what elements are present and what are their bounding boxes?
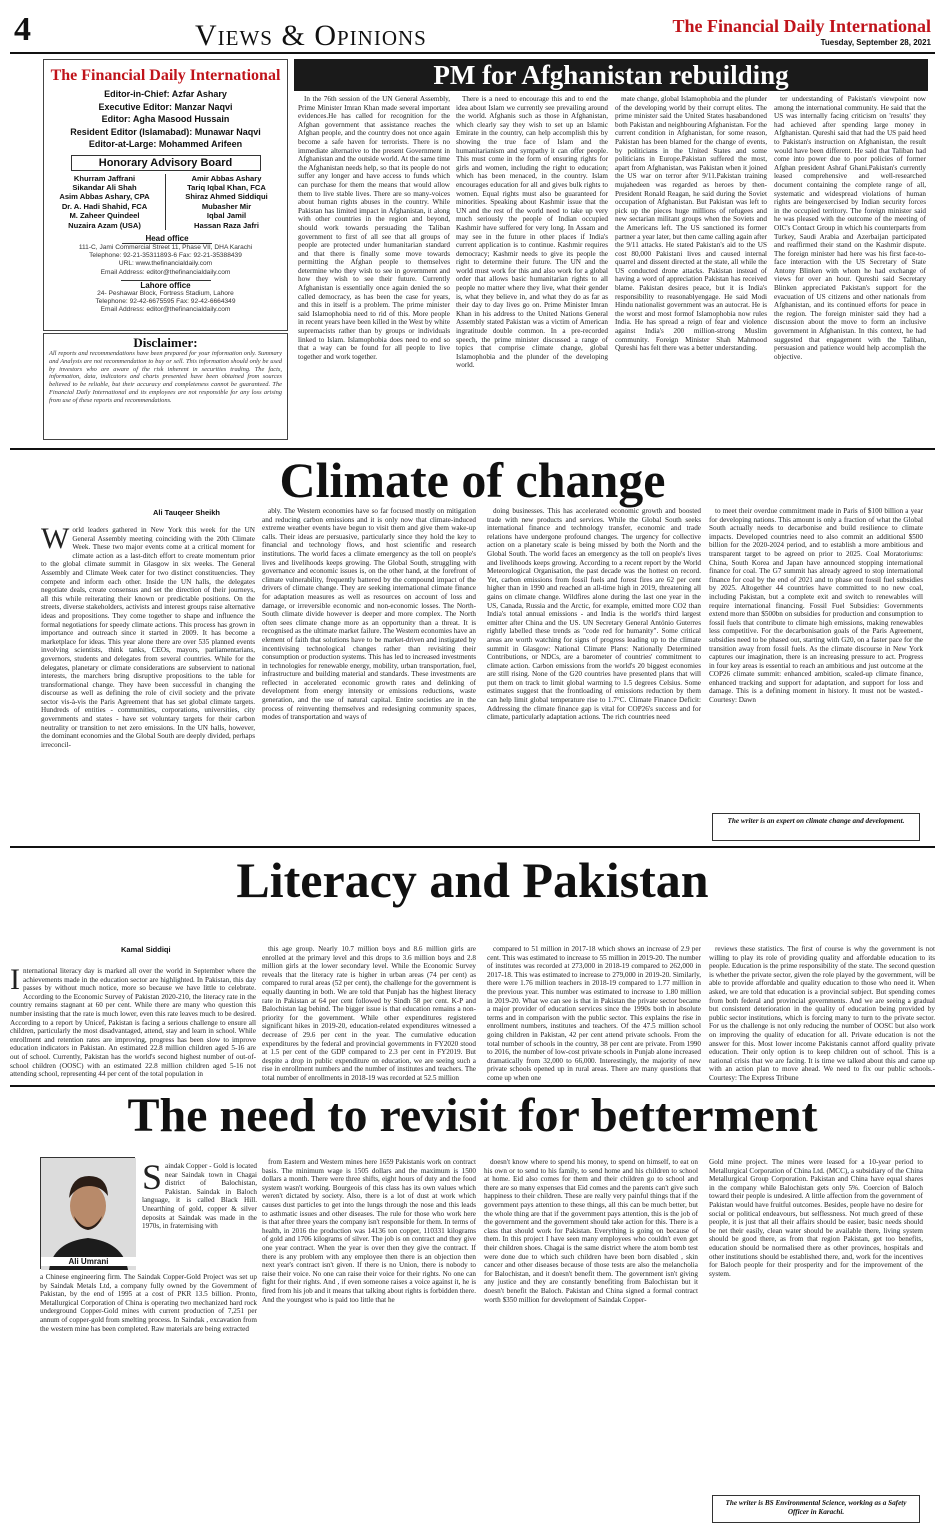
article-column: this age group. Nearly 10.7 million boys and 8.6 million girls are enrolled at the primary level and this drops to 3.6 million boys and 2.8 million girls at the lower secondary level. While the Economic Survey reveals that the literacy rate is higher in urban areas (74 per cent) as compared to rural areas (52 per cent), the challenge for the government is equally daunting in both. We are told that Punjab has the highest literacy rate in Pakistan at 64 per cent followed by Sindh 58 per cent. K-P and Balochistan lag behind. The bigger issue is that education remains a non-priority for the government. While other expenditures registered significant hikes in 2019-20, education-related expenditures witnessed a decrease of 29.6 per cent in the year. The cumulative education expenditures by the federal and provincial governments in FY2020 stood at 1.5 per cent of the GDP compared to 2.3 per cent in FY2019. But despite a drop in public expenditure on education, we are seeing such a rise in enrollment numbers and the number of institutes and teachers. The total number of enrollments in 2018-19 was recorded at 52.5 million <box>262 945 476 1082</box>
editors-list <box>44 88 287 151</box>
head-office-line: Telephone: 92-21-35311893-6 Fax: 92-21-35388439 <box>89 252 242 260</box>
editor-line: Editor-at-Large: Mohammed Arifeen <box>88 139 243 149</box>
author-photo <box>40 1157 135 1269</box>
disclaimer-text: All reports and recommendations have been prepared for your information only. Summary and Analysis are not recommendation to buy or sell. This information should only be used by investors who are aware of the risk inherent in securities trading. The facts, information, data, indicators and charts presented have been obtained from sources believed to be reliable, but their accuracy and completeness cannot be guaranteed. The Financial Daily International and its employees are not responsible for any loss arising from use of these reports and recommendations. <box>49 350 282 404</box>
article-column: from Eastern and Western mines here 1659 Pakistanis work on contract basis. The minimum wage is 1505 dollars and the maximum is 1500 dollars a month. There were three shifts, eight hours of duty and the food system wasn't working. Bourgeois of this class has its own values which weren't dictated by society. Also, there is a lot of dust at work which causes dust particles to get into the lungs through the nose and this leads to asthmatic issues and other diseases. The rule for those who work here is that after three years the company isn't responsible for them. In terms of health, in 2016 the production was 14136 ton copper, 110331 kilograms of gold and 1706 kilograms of silver. The job is on contract and they give one year contract. When the year is over then they give the contract. If there is any problem with any employee then there is an objection then next year's contract isn't given. If there is no Union, there is nobody to raise their voice. No one can raise their voice for their rights. No one can fight for their rights. And , if even someone raises a voice against it, he is fired from his job and it means that talking about rights is forbidden there. And the youngest who is paid too little that he <box>262 1158 476 1304</box>
advisor-name: Iqbal Jamil <box>206 211 247 221</box>
section-title: Views & Opinions <box>195 19 427 52</box>
advisor-name: Asim Abbas Ashary, CPA <box>59 192 150 202</box>
article-column: doesn't know where to spend his money, to spend on himself, to eat on his own or to send to his family, to send home and his children to school at home. Eid also comes for them and their children go to school and there are so many expenses that Eid comes and the parents can't give such happiness to their children. These are really very painful things that if the government pays attention to these things, all this can be much better, but the whole thing are that if the government pays attention, this is the job of the government and the government should take action for this. There is a class that should work for Pakistan. Everything is going on because of them. In this project I have seen many employees who couldn't even get their children shoes. Chagai is the same district where the atom bomb test were done due to which such children have been born disabled , skin cancer and other diseases because of those tests are also the melancholia for Balochistan, and it doesn't benefit them. The government isn't giving any justice and they are constantly benefiting from Balochistan but it doesn't benefit the Baloch. Pakistan and China signed a formal contract worth $350 million for development of Saindak Copper- <box>484 1158 698 1304</box>
editorial-title-bar <box>294 59 928 91</box>
disclaimer-title: Disclaimer: <box>133 335 198 350</box>
advisor-name: Nuzaira Azam (USA) <box>68 220 141 230</box>
disclaimer-box <box>43 333 288 440</box>
divider <box>10 448 935 450</box>
article-intro: Saindak Copper - Gold is located near Saindak town in Chagai district of Balochistan, Pakistan. Saindak in Baloch language, it is called Black Hill. Unearthing of gold, copper & silver deposits at Saindak was made in the 1970s, in fraternising with <box>142 1157 257 1231</box>
editorial-column: mate change, global Islamophobia and the plunder of the developing world by their corrupt elites. The prime minister said the United States hasabandoned both Pakistan and neighbouring Afghanistan. For the current condition in Afghanistan, for some reason, Pakistan has been blamed for the change of events, by politicians in the United States and some politicians in Europe.Pakistan suffered the most, apart from Afghanistan, was Pakistan when it joined the US war on terror after 9/11.Pakistan training mujahedeen was regarded as heroes by then-President Ronald Reagan, he said during the Soviet occupation of Afghanistan. But Pakistan was left to pick up the pieces huge millions of refugees and new sectarian militant groups when the Soviets and the Americans left. The US sanctioned its former partner a year later, but then came calling again after the 9/11 attacks. He stated Pakistan's aid to the US cost 80,000 Pakistani lives and caused internal quarrel and dissent directed at the state, all while the US conducted drone attacks. Pakistan instead of having a word of appreciation Pakistan has received blame. Pakistan desires peace, but it is India's responsibility to reasonablyengage. He said Modi Hindu nationalist government was an autocrat. He is the worst and most formof Islamophobia now rules India. He has spread a reign of fear and violence against India's 200 million-strong Muslim community. Foreign Minister Shah Mahmood Qureshi has felt there was a better understanding. <box>615 95 767 353</box>
article-column: compared to 51 million in 2017-18 which shows an increase of 2.9 per cent. This was estimated to increase to 55 million in 2019-20. The number of institutes was recorded at 273,000 in 2018-19 compared to 262,000 in 2017-18. This was estimated to increase to 279,000 in 2019-20. Similarly, there were 1.76 million teachers in 2018-19 compared to 1.77 million in the previous year. This number was estimated to increase to 1.80 million in 2019-20. What we can see is that in Pakistan the private sector became a major provider of education services since the 1990s both in absolute terms and in comparison with the public sector. This explains the rise in enrollment numbers, institutes and teachers. Of the 47.5 million school going children in Pakistan, 42 per cent attend private schools. From the total number of schools in the country, 38 per cent are private. From 1990 to 2016, the number of low-cost private schools in Punjab alone increased dramatically from 32,000 to 66,000. Interestingly, the majority of new private schools opened up in rural areas. There are many questions that come up when one <box>487 945 701 1082</box>
article-byline: Kamal Siddiqi <box>121 945 171 954</box>
article-column: International literacy day is marked all over the world in September where the achievements made in the education sector are highlighted. In Pakistan, this day passes by without much notice, more so because we have little to celebrate. According to the Economic Survey of Pakistan 2020-210, the literacy rate in the country remains stagnant at 60 per cent. While there are many who question this number insisting that the rate is much lower, even this rate leaves much to be desired. According to a report by Unicef, Pakistan is facing a serious challenge to ensure all children, particularly the most disadvantaged, attend, stay and learn in school. While enrollment and retention rates are improving, progress has been slow to improve education indicators in Pakistan. An estimated 22.8 million children aged 5-16 are out of school. Currently, Pakistan has the world's second highest number of out-of-school children (OOSC) with an estimated 22.8 million children aged 5-16 not attending school, representing 44 per cent of the total population in <box>10 963 256 1079</box>
advisory-board <box>44 174 287 230</box>
article-headline: Literacy and Pakistan <box>236 852 709 908</box>
advisory-left <box>44 174 166 230</box>
header-date: Tuesday, September 28, 2021 <box>820 38 931 47</box>
divider <box>10 846 935 848</box>
header-paper-name: The Financial Daily International <box>672 16 931 36</box>
advisor-name: Sikandar Ali Shah <box>72 182 137 192</box>
advisor-name: Khurram Jaffrani <box>73 173 136 183</box>
article-headline: The need to revisit for betterment <box>127 1089 818 1142</box>
advisor-name: Mubasher Mir <box>201 201 252 211</box>
lahore-office-line: Email Address: editor@thefinancialdaily.com <box>100 306 231 314</box>
editor-line: Resident Editor (Islamabad): Munawar Naqvi <box>70 126 261 137</box>
head-office-line: URL: www.thefinancialdaily.com <box>118 260 213 268</box>
dropcap: S <box>142 1157 163 1197</box>
divider <box>10 1085 935 1087</box>
lahore-office-title: Lahore office <box>121 280 211 290</box>
article-column: World leaders gathered in New York this week for the UN General Assembly meeting coinciding with the 20th Climate Week. These two major events come at a critical moment for climate action as a last-ditch effort to create momentum prior to the global climate summit in Glasgow in six weeks. The General Assembly and Climate Week cater for two distinct constituencies. They compete and inform each other. Inside the UN halls, the delegates negotiate deals, create consensus and set the direction of their journeys, all this while reiterating their known or predictable positions. On the streets, diverse stakeholders, activists and interest groups raise alternative ideas and propositions. They come together to shape and influence the formal negotiations for speedy climate actions. This process has grown in importance and outreach since it started in 2009. It has become a marketplace for ideas. This year alone there are over 535 planned events involving scientists, think tanks, CEOs, mayors, parliamentarians, governors, students and delegates from several countries. While for the delegates, planetary or climate considerations are subservient to national interests, the marchers bring disruptive propositions to the table for transformational change. They have been successful in changing the discourse as well as defining the role of civil society and the private sector vis-à-vis the Paris Agreement that has set global climate targets. Hundreds of entities - communities, corporations, universities, city governments and states - have set voluntary targets for their carbon neutrality or transition to net zero emissions. In the UN halls, however, the dominant economies and the Global South are deeply divided, perhaps irreconcil- <box>41 522 255 749</box>
advisory-title: Honorary Advisory Board <box>71 155 261 171</box>
head-office-line: Email Address: editor@thefinancialdaily.com <box>100 268 231 276</box>
editorial-column: There is a need to encourage this and to end the idea about Islam we currently see prevailing around the world. Afghanis such as those in Afghanistan, which clearly say they wish to set up an Islamic Emirate in the country, can help accomplish this by showing the true face of Islam and the humanitarianism and sympathy it can offer people. This must come in the form of ensuring rights for girls and women, including the right to education; which has been menaced, in the country. Islam encourages education for all and gives bulk rights to women. Equal rights must also be guaranteed for minorities. Speaking about Kashmir issue that the UN and the rest of the world need to take up very much seriously the people of Indian occupied Kashmir have suffered for very long. In Assam and may see in the future in other places if India's current application is to continue. Kashmir requires democracy; Kashmir needs to give its people the right to determine their future. The UN and the world must work for this and also work for a global order that allows basic humanitarian rights to all people no matter where they live, what their gender is, what they believe in, and what they do as far as their day to day lives go on. Prime Minister Imran Khan in his address to the United Nations General Assembly stated Pakistan was a victim of American ingratitude double common. In a pre-recorded speech, the prime minister discussed a range of topics that comprise climate change, global Islamophobia and the plunder of the developing world. <box>456 95 608 370</box>
head-office-line: 111-C, Jami Commercial Street 11, Phase VII, DHA Karachi <box>78 243 253 251</box>
advisor-name: Tariq Iqbal Khan, FCA <box>187 182 266 192</box>
article-column: ably. The Western economies have so far focused mostly on mitigation and reducing carbon emissions and it is only now that climate-induced extreme weather events have begun to visit them and give them wake-up calls. Their ideas are persuasive, particularly since they hold the key to financial and technology flows, and host scientific and research institutions. The world faces a climate emergency as the toll on people's lives and livelihoods keeps growing. The Global South, struggling with governance and economic issues is, on the other hand, at the forefront of climate vulnerability, frequently battered by the compound impact of the drivers of climate change. They are seeking international climate finance for adaptation measures as well as resources on account of loss and damage, or irreversible economic and non-economic losses. The North-South climate divide however is deeper and more complex. The North often sees climate change more as an opportunity than a threat. It is recognised as the ultimate market failure. The Western economies have an element of faith that solutions have to be market-driven and instigated by incentivising technological changes rather than revisiting their consumption or production systems. This has led to increased investments in technologies for renewable energy, mobility, urban transportation, fuel, infrastructure and building material and standards. These investments are reflected in accelerated economic growth rates and delinking of development from energy intensity or emissions reductions, waste generation, and the use of natural capital. Entire societies are in the process of reinventing themselves and redesigning community spaces, modes of transportation and ways of <box>262 507 476 722</box>
masthead-paper-name: The Financial Daily International <box>50 67 281 84</box>
author-note: The writer is an expert on climate change and development. <box>712 813 920 841</box>
author-photo-caption: Ali Umrani <box>41 1257 136 1266</box>
dropcap: W <box>41 522 70 555</box>
editorial-column: In the 76th session of the UN General Assembly, Prime Minister Imran Khan made several important evidences.He has called for recognition for the Afghan government that assistance reaches the Afghan people, and the country does not once again become a safe haven for terrorists. There is no immediate alternative to the present Government in Afghanistan and the outside world. At the same time the Afghanistan needs help, so that its people do not suffer any longer and have access to funds which can purchase for them the means that would allow them to live stable lives. There are so many-voices about human rights abuses in the country. While Pakistan has limited impact in Afghanistan, it along with other countries in the region and beyond, should work towards persuading the Taliban government to first of all see that all groups of people are protected under humanitarian standard and that there is finally some move towards permitting the Afghan people to themselves determine who they wish to see in government and how they wish to see their future. Currently Afghanistan is essentially once again denied the so called democracy, as has been the case for years, and this in itself is a problem. The prime minister said Islamophobia need to rid of this. More people in recent years have been killed in the West by white supremacists rather than by groups or individuals linked to Islam. Islamophobia does need to end so that a way can be found for all people to live together and work together. <box>298 95 450 361</box>
article-column: reviews these statistics. The first of course is why the government is not willing to play its role of providing quality and affordable education to its people. Education is the prime responsibility of the state. The second question is whether the private sector, given the role played by the government, will be able to provide affordable and quality education to those who need it. When asked, we are told that education is a provincial subject. But spending comes from both federal and provincial governments. And we are seeing a gradual but consistent deterioration in the quality of education being provided by public sector institutions, which is forcing many to turn to the private sector. For us the challenge is not only reducing the number of OOSC but also work on improving the quality of education for all. Private education is not the answer for this. Most lower income Pakistanis cannot afford quality private education. Their only option is to keep children out of school. This is a national crisis that we are facing. It is time we talked about this and came up with an action plan to move ahead. We need to fix our public schools.-Courtesy: The Express Tribune <box>709 945 935 1082</box>
advisor-name: Hassan Raza Jafri <box>193 220 259 230</box>
head-office-title: Head office <box>122 234 212 244</box>
article-headline: Climate of change <box>279 452 666 508</box>
editor-line: Executive Editor: Manzar Naqvi <box>98 101 233 112</box>
article-column: to meet their overdue commitment made in Paris of $100 billion a year for developing nations. This amount is only a fraction of what the Global South actually needs to decarbonise and build resilience to climate impacts. Developed countries need to also commit an additional $500 billion for the 2020-2024 period, and to establish a more ambitious and transparent target to be agreed on prior to 2025. Coal Moratoriums: China, South Korea and Japan have announced stopping international finance for coal. The G7 summit has already agreed to stop international finance for coal by the end of 2021 and to phase out fossil fuel subsidies by 2025. Altogether 44 countries have committed to no new coal, including Pakistan, but a complete exit and switch to renewables will require international financing. Fossil Fuel Subsidies: Governments extend more than $500bn on subsidies for production and consumption to fossil fuels that contribute to climate high emissions, making renewables less competitive. For the decarbonisation goals of the Paris Agreement, subsidies need to be phased out, starting with G20, on a faster pace for the transition away from fossil fuels. As the climate discourse in New York captures our imagination, there is an increasing pressure to act. Progress in four key areas is essential to reach an ambitious and just outcome at the COP26 climate summit: enhanced ambition, scaled-up climate finance, enhanced tracking and support for adaptation, and support for loss and damage. This is a defining moment in history. It must not be wasted.-Courtesy: Dawn <box>709 507 923 705</box>
dropcap: I <box>10 963 20 996</box>
advisor-name: Shiraz Ahmed Siddiqui <box>185 192 268 202</box>
author-note: The writer is BS Environmental Science, working as a Safety Officer in Karachi. <box>712 1495 920 1523</box>
article-column: a Chinese engineering firm. The Saindak Copper-Gold Project was set up by Saindak Metals Ltd, a company fully owned by the Government of Pakistan, by the end of 1995 at a cost of PKR 13.5 billion. Pronto, Metallurgical Corporation of China is operating two mechanized hard rock underground Copper-Gold mines with current production of 7,251 per annum of copper-gold from smelting process. In Saindak , excavation from the western mine has been completed. Raw materials are being extracted <box>40 1273 257 1333</box>
editorial-title: PM for Afghanistan rebuilding <box>433 60 789 90</box>
advisor-name: Dr. A. Hadi Shahid, FCA <box>61 201 148 211</box>
advisor-name: Amir Abbas Ashary <box>191 173 262 183</box>
masthead-box <box>43 59 288 331</box>
lahore-office-line: Telephone: 92-42-6675595 Fax: 92-42-6664349 <box>95 297 236 305</box>
article-column: Gold mine project. The mines were leased for a 10-year period to Metallurgical Corporation of China Ltd. (MCC), a subsidiary of the China Metallurgical Group Corporation. Pakistan and China have equal shares in the company while Balochistan gets only 5%. Coercion of Baloch toward their people is undesired. A little affection from the government of Pakistan would have fruitful outcomes. Besides, people have no desire for social or political endeavours, but selflessness. Not much greed of these people, it is just that all their affairs should be easier, basic needs should be net their easily, clean water should be available there, living system should be good there, as from that region Pakistan, get too benefits, education should be normalised there as other provinces, hospitals and other institutions should be established there, and, work for the incentives for Baloch people for their prosperity and for the improvement of the system. <box>709 1158 923 1278</box>
advisor-name: M. Zaheer Quindeel <box>69 211 140 221</box>
editor-line: Editor: Agha Masood Hussain <box>101 114 230 124</box>
header-rule <box>10 52 935 54</box>
page-number: 4 <box>14 11 31 48</box>
lahore-office-line: 24- Peshawar Block, Fortress Stadium, Lahore <box>97 289 234 297</box>
article-column: doing businesses. This has accelerated economic growth and boosted trade with new products and services. While the Global South seeks international finance and technology transfer, economic and trade relations have undergone profound changes. The urgency for collective action on a planetary scale is being missed by both the North and the Global South. The world faces an emergency as the toll on people's lives and livelihoods keeps growing. According to a recent report by the World Meteorological Organisation, the past decade was the hottest on record. Yet, carbon emissions from fossil fuels and forest fires are 62 per cent higher than in 1990 and reached an all-time high in 2019, threatening all gains on climate change. Wildfires alone during the last one year in the US, Canada, Russia and the Arctic, for example, emitted more CO2 than India's total annual emissions - and India is the world's third largest emitter after China and the US. UN Secretary General António Guterres rightly labelled these trends as "code red for humanity". Some critical areas are worth watching for signs of progress leading up to the climate summit in Glasgow: National Climate Plans: Nationally Determined Contributions, or NDCs, are a barometer of countries' commitment to climate action. Carbon emissions from the world's 20 biggest economies are still rising. None of the G20 countries have presented plans that will put them on track to limit global warming to 1.5 degrees Celsius. Some estimates suggest that the frontloading of emissions reduction by them can help limit global temperature rise to 1.7°C. Climate Finance Deficit: Addressing the climate finance gap is vital for COP26's success and for climate, particularly adaptation actions. The rich countries need <box>487 507 701 722</box>
editorial-column: ter understanding of Pakistan's viewpoint now among the international community. He said that the US was internally facing criticism on 'results' they had achieved after spending large money in Afghanistan. Qureshi said that had the US paid heed to Pakistan's instruction on Afghanistan, the result would have been different. He said that Taliban had come into power due to poor policies of former Afghan president Ashraf Ghani.Pakistan's currently leased comprehensive and well-researched document containing the complete range of all, systematic and widespread violations of human rights are beingexercised by Indian security forces in the occupied territory. The foreign minister said he was pleased with the outcome of the meeting of OIC's Contact Group in which his counterparts from Turkey, Saudi Arabia and Azerbaijan participated and reaffirmed their stand on the Kashmir dispute. The foreign minister had here was his first face-to-face interaction with the US Secretary of State Antony Blinken with whom he had exchange of views for over an hour. Qureshi said Secretary Blinken appreciated Pakistan's support for the evacuation of US citizens and other nationals from Afghanistan, and its continued efforts for peace in the region. The foreign minister said they had a discussion about the move to form an inclusive government in Afghanistan. In this context, he had suggested that engagement with the Taliban, persuasion and patience would help accomplish the objective. <box>774 95 926 361</box>
article-byline: Ali Tauqeer Sheikh <box>153 508 220 517</box>
advisory-right <box>166 174 287 230</box>
portrait-icon <box>41 1158 136 1270</box>
editor-line: Editor-in-Chief: Azfar Ashary <box>104 89 227 99</box>
